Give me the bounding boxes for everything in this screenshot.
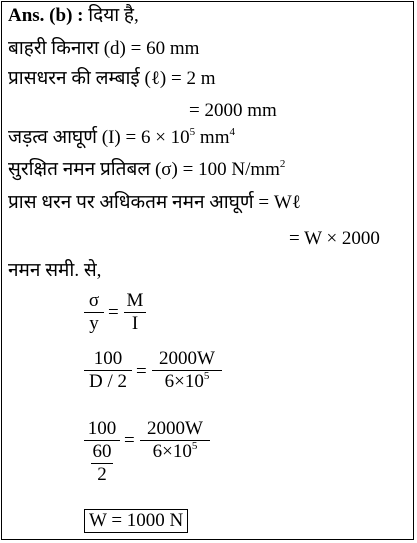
max-moment-value: = W × 2000 [289,228,380,249]
eq1-rhs-numerator: M [126,290,144,311]
eq2-lhs-fraction [84,348,132,393]
eq2-rhs-numerator: 2000W [159,348,215,369]
max-moment-line: प्रास धरन पर अधिकतम नमन आघूर्ण = Wℓ [8,192,301,213]
eq3-lhs-denominator [91,441,113,486]
length-mm-line: = 2000 mm [189,100,277,121]
stress-line [8,159,285,181]
eq3-lhs-fraction [84,418,120,486]
eq2-rhs-denominator [152,371,222,393]
bending-equation-label: नमन समी. से, [8,260,102,281]
answer-heading [8,5,139,27]
eq1-lhs-numerator: σ [88,290,100,311]
eq2-rhs-fraction [152,348,222,393]
eq3-lhs-numerator: 100 [87,418,117,439]
eq3-rhs-fraction [140,418,210,463]
inertia-line [8,127,235,149]
eq3-inner-denominator: 2 [97,464,107,485]
eq1-rhs-denominator: I [131,313,139,334]
eq2-equals: = [136,361,147,382]
eq2-lhs-denominator: D / 2 [89,371,127,392]
inertia-unit: mm [195,127,230,148]
eq1-equals: = [108,302,119,323]
inertia-unit-exponent: 4 [229,126,235,138]
eq2-lhs-numerator: 100 [93,348,123,369]
eq3-equals: = [124,430,135,451]
given-label: दिया है, [83,5,139,26]
eq2-rhs-denominator-base: 6×10 [164,371,204,392]
eq3-rhs-denominator [140,441,210,463]
eq3-rhs-denominator-base: 6×10 [152,441,192,462]
eq3-rhs-denominator-exponent: 5 [191,440,198,452]
outer-edge-line: बाहरी किनारा (d) = 60 mm [8,38,200,59]
stress-text: सुरक्षित नमन प्रतिबल (σ) = 100 N/mm [8,159,280,180]
length-line: प्रासधरन की लम्बाई (ℓ) = 2 m [8,68,216,89]
eq3-inner-numerator: 60 [92,441,112,462]
inertia-exponent: 5 [189,126,196,138]
eq2-rhs-denominator-exponent: 5 [203,370,210,382]
stress-exponent: 2 [279,158,286,170]
eq1-lhs-fraction [84,290,104,335]
final-answer-box: W = 1000 N [84,509,188,533]
eq3-rhs-numerator: 2000W [147,418,203,439]
eq1-lhs-denominator: y [89,313,99,334]
eq1-rhs-fraction [124,290,146,335]
answer-label: Ans. (b) : [8,5,84,26]
inertia-text: जड़त्व आघूर्ण (I) = 6 × 10 [8,127,190,148]
